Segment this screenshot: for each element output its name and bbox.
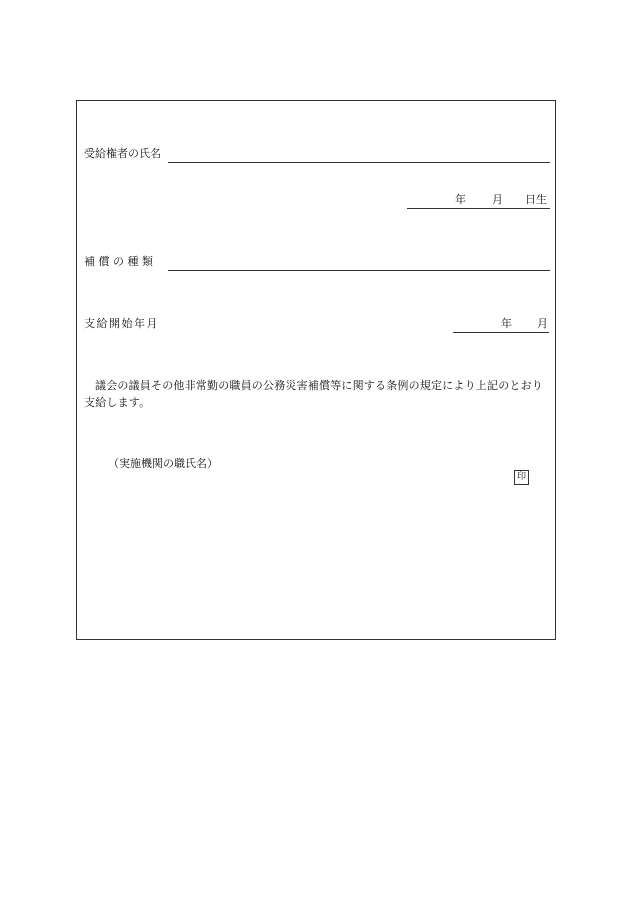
payment-start-year-label: 年: [501, 317, 512, 330]
compensation-type-line: [168, 270, 550, 271]
payment-start-month-label: 月: [537, 317, 548, 330]
payment-start-label: 支給開始年月: [84, 317, 159, 330]
agency-name-label: （実施機関の職氏名）: [108, 457, 218, 470]
payment-start-line: [453, 332, 549, 333]
payment-notice-form: [76, 100, 556, 640]
birth-date-row: [77, 193, 555, 209]
recipient-name-label: 受給権者の氏名: [84, 147, 161, 160]
payment-start-row: [77, 317, 555, 333]
birth-date-line: [407, 208, 550, 209]
payment-statement: 議会の議員その他非常勤の職員の公務災害補償等に関する条例の規定により上記のとおり支給します。: [84, 379, 543, 409]
compensation-type-row: [77, 255, 555, 271]
recipient-name-row: [77, 147, 555, 163]
birth-month-label: 月: [492, 193, 503, 206]
compensation-type-label: 補 償 の 種 類: [84, 255, 153, 268]
recipient-name-line: [168, 162, 550, 163]
birth-year-label: 年: [455, 193, 466, 206]
seal-icon: 印: [514, 470, 529, 485]
birth-day-label: 日生: [525, 193, 547, 206]
